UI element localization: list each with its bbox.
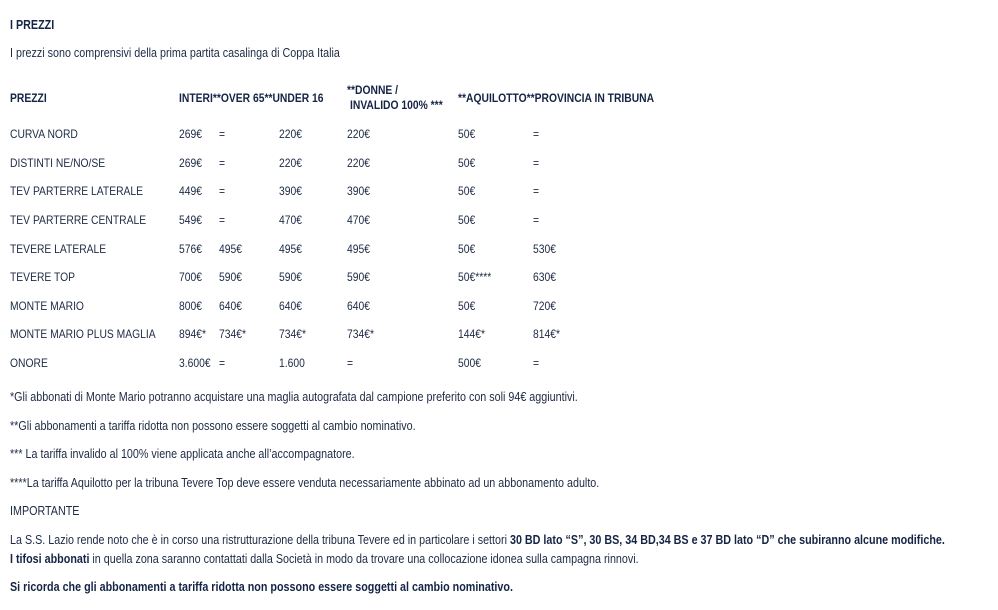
cell-aquilotto: 500€ xyxy=(458,356,482,371)
cell-over65: = xyxy=(218,184,225,199)
importante-heading: IMPORTANTE xyxy=(10,504,80,518)
cell-interi: 449€ xyxy=(179,184,203,199)
cell-under16: 590€ xyxy=(278,270,302,285)
cell-provincia: 720€ xyxy=(532,298,556,313)
table-row xyxy=(10,263,686,292)
cell-under16: 390€ xyxy=(278,184,302,199)
cell-interi: 549€ xyxy=(179,213,203,228)
cell-donne: 390€ xyxy=(347,184,371,199)
cell-over65: = xyxy=(218,155,225,170)
note-tariffa-ridotta: **Gli abbonamenti a tariffa ridotta non possono essere soggetti al cambio nominativo. xyxy=(10,419,416,433)
cell-donne: 590€ xyxy=(347,270,371,285)
cell-donne: 495€ xyxy=(347,241,371,256)
cell-provincia: = xyxy=(532,155,539,170)
cell-under16: 734€* xyxy=(278,327,306,342)
table-row xyxy=(10,292,686,321)
cell-under16: 640€ xyxy=(278,298,302,313)
cell-settore: TEVERE TOP xyxy=(10,270,76,285)
cell-over65: 734€* xyxy=(218,327,246,342)
cell-interi: 3.600€ xyxy=(179,356,211,371)
cell-settore: DISTINTI NE/NO/SE xyxy=(10,155,106,170)
table-row xyxy=(10,149,686,178)
cell-interi: 800€ xyxy=(179,298,203,313)
cell-interi: 576€ xyxy=(179,241,203,256)
cell-provincia: = xyxy=(532,356,539,371)
cell-settore: TEVERE LATERALE xyxy=(10,241,107,256)
cell-donne: 640€ xyxy=(347,298,371,313)
cell-provincia: 530€ xyxy=(532,241,556,256)
cell-under16: 495€ xyxy=(278,241,302,256)
cell-provincia: 814€* xyxy=(532,327,560,342)
cell-under16: 220€ xyxy=(278,127,302,142)
note-monte-mario: *Gli abbonati di Monte Mario potranno acquistare una maglia autografata dal campione preferito con soli 94€ aggiuntivi. xyxy=(10,390,578,404)
cell-settore: TEV PARTERRE CENTRALE xyxy=(10,213,147,228)
cell-over65: = xyxy=(218,356,225,371)
note-invalido: *** La tariffa invalido al 100% viene applicata anche all’accompagnatore. xyxy=(10,447,355,461)
table-row xyxy=(10,320,686,349)
header-interi-over65-under16: INTERI**OVER 65**UNDER 16 xyxy=(179,91,324,105)
cell-settore: CURVA NORD xyxy=(10,127,78,142)
table-row xyxy=(10,206,686,235)
cell-under16: 220€ xyxy=(278,155,302,170)
cell-settore: MONTE MARIO PLUS MAGLIA xyxy=(10,327,156,342)
cell-over65: 495€ xyxy=(218,241,242,256)
intro-text: I prezzi sono comprensivi della prima partita casalinga di Coppa Italia xyxy=(10,46,340,60)
cell-aquilotto: 50€ xyxy=(458,298,476,313)
cell-aquilotto: 50€ xyxy=(458,213,476,228)
header-aquilotto-provincia: **AQUILOTTO**PROVINCIA IN TRIBUNA xyxy=(458,91,655,105)
cell-interi: 894€* xyxy=(179,327,207,342)
cell-donne: = xyxy=(347,356,354,371)
cell-aquilotto: 50€ xyxy=(458,127,476,142)
cell-provincia: 630€ xyxy=(532,270,556,285)
cell-over65: = xyxy=(218,127,225,142)
cell-settore: MONTE MARIO xyxy=(10,298,84,313)
cell-donne: 470€ xyxy=(347,213,371,228)
cell-under16: 1.600 xyxy=(278,356,305,371)
cell-interi: 700€ xyxy=(179,270,203,285)
cell-donne: 220€ xyxy=(347,155,371,170)
cell-aquilotto: 50€ xyxy=(458,241,476,256)
header-prezzi: PREZZI xyxy=(10,91,47,105)
header-donne-invalido: **DONNE / INVALIDO 100% *** xyxy=(347,83,444,112)
cell-aquilotto: 144€* xyxy=(458,327,486,342)
cell-interi: 269€ xyxy=(179,127,203,142)
cell-aquilotto: 50€**** xyxy=(458,270,492,285)
cell-aquilotto: 50€ xyxy=(458,184,476,199)
cell-provincia: = xyxy=(532,213,539,228)
cell-under16: 470€ xyxy=(278,213,302,228)
paragraph-promemoria: Si ricorda che gli abbonamenti a tariffa ridotta non possono essere soggetti al cambio nominativo. xyxy=(10,580,513,594)
table-row xyxy=(10,120,686,149)
cell-interi: 269€ xyxy=(179,155,203,170)
cell-provincia: = xyxy=(532,184,539,199)
page-title: I PREZZI xyxy=(10,18,55,32)
page-content xyxy=(10,0,995,610)
table-header-row xyxy=(10,76,686,120)
cell-over65: = xyxy=(218,213,225,228)
cell-over65: 590€ xyxy=(218,270,242,285)
cell-donne: 220€ xyxy=(347,127,371,142)
cell-over65: 640€ xyxy=(218,298,242,313)
table-row xyxy=(10,349,686,378)
cell-aquilotto: 50€ xyxy=(458,155,476,170)
note-aquilotto: ****La tariffa Aquilotto per la tribuna Tevere Top deve essere venduta necessariamente abbinato ad un abbonamento adulto. xyxy=(10,476,600,490)
cell-settore: ONORE xyxy=(10,356,48,371)
cell-provincia: = xyxy=(532,127,539,142)
price-table xyxy=(10,76,686,377)
cell-settore: TEV PARTERRE LATERALE xyxy=(10,184,144,199)
cell-donne: 734€* xyxy=(347,327,375,342)
paragraph-ristrutturazione: La S.S. Lazio rende noto che è in corso una ristrutturazione della tribuna Tevere ed in particolare i settori 30 BD lato “S”, 30 BS, 34 BD,34 BS e 37 BD lato “D” che subiranno alcune modifiche. xyxy=(10,533,945,547)
table-row xyxy=(10,234,686,263)
paragraph-tifosi-abbonati: I tifosi abbonati in quella zona saranno contattati dalla Società in modo da trovare una collocazione idonea sulla campagna rinnovi. xyxy=(10,552,639,566)
table-row xyxy=(10,177,686,206)
